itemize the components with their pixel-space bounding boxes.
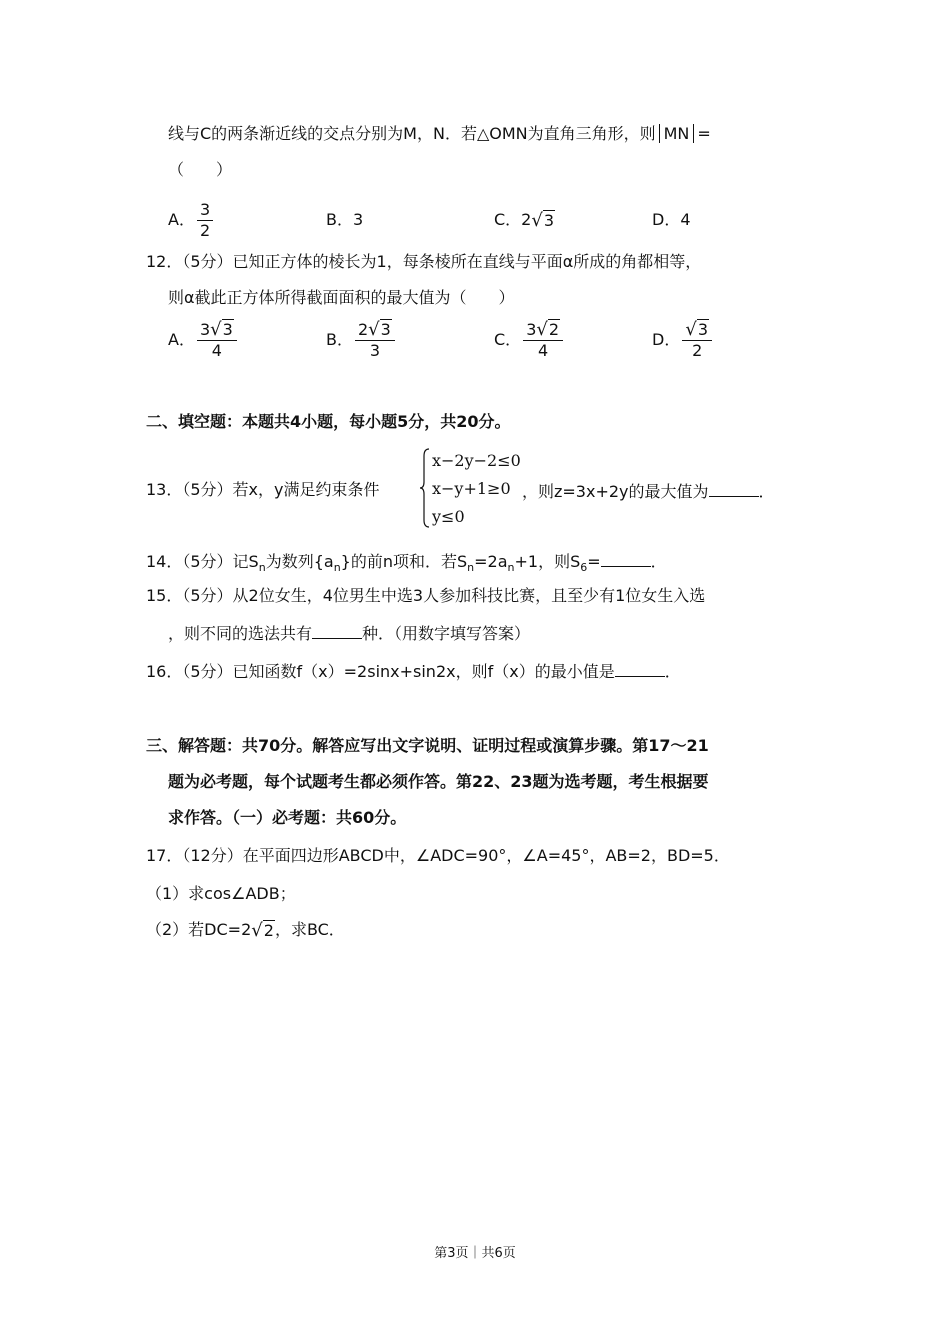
subscript: n <box>507 561 515 575</box>
q12-line2: 则α截此正方体所得截面面积的最大值为（ ） <box>168 288 515 307</box>
fraction-numerator <box>682 320 712 342</box>
section-2-title: 二、填空题：本题共4小题，每小题5分，共20分。 <box>146 412 511 431</box>
q12-option-c <box>494 318 565 362</box>
q13-suffix <box>522 478 775 504</box>
radicand: 3 <box>543 210 555 230</box>
q12-option-b-label: B． <box>326 330 353 349</box>
q15-line1: 15．（5分）从2位女生，4位男生中选3人参加科技比赛，且至少有1位女生入选 <box>146 586 706 605</box>
sqrt-icon: √ <box>531 209 543 231</box>
q12-option-c-fraction <box>523 320 563 362</box>
section-3-line3: 求作答。（一）必考题：共60分。 <box>168 808 407 827</box>
q14-line <box>146 548 667 580</box>
q12-option-d <box>652 318 714 362</box>
q14-text-b: 为数列{a <box>265 552 334 571</box>
answer-blank <box>709 478 759 497</box>
answer-blank <box>601 548 651 567</box>
radicand: 3 <box>222 320 233 340</box>
subscript: n <box>333 561 341 575</box>
section-3-line2: 题为必考题，每个试题考生都必须作答。第22、23题为选考题，考生根据要 <box>168 772 709 791</box>
q11-line1 <box>168 122 711 146</box>
fraction-denominator: 4 <box>538 341 549 361</box>
q12-line1: 12．（5分）已知正方体的棱长为1，每条棱所在直线与平面α所成的角都相等， <box>146 252 702 271</box>
q11-option-c-label: C．2 <box>494 210 532 229</box>
q15-line2-text-b: 种．（用数字填写答案） <box>362 624 531 643</box>
radical <box>251 919 275 943</box>
section-3-line1: 三、解答题：共70分。解答应写出文字说明、证明过程或演算步骤。第17～21 <box>146 736 709 755</box>
answer-blank <box>615 658 665 677</box>
q11-paren: （ ） <box>168 160 233 179</box>
q11-option-c <box>494 208 555 233</box>
q11-option-a-fraction <box>197 200 213 241</box>
q13-constraint-3: y≤0 <box>432 507 465 526</box>
radical <box>536 320 560 340</box>
page-footer: 第3页｜共6页 <box>434 1246 516 1261</box>
radicand: 2 <box>548 320 560 340</box>
sqrt-icon: √ <box>368 319 380 341</box>
q11-option-b: B．3 <box>326 210 364 229</box>
fraction-denominator: 3 <box>369 341 380 361</box>
q11-option-a-label: A． <box>168 210 195 229</box>
q12-option-a-label: A． <box>168 330 195 349</box>
q14-text-a: 14．（5分）记S <box>146 552 259 571</box>
q12-option-b-fraction <box>355 320 395 362</box>
radicand: 2 <box>263 920 274 940</box>
q11-text: 线与C的两条渐近线的交点分别为M，N．若△OMN为直角三角形，则 <box>168 124 656 143</box>
q12-option-d-fraction <box>682 320 712 362</box>
radicand: 3 <box>697 320 708 340</box>
coefficient: 3 <box>526 319 537 339</box>
subscript: n <box>258 561 266 575</box>
fraction-denominator: 4 <box>211 341 222 361</box>
q12-option-c-label: C． <box>494 330 522 349</box>
radical <box>685 320 709 340</box>
q12-option-b <box>326 318 397 362</box>
sqrt-icon: √ <box>210 319 222 341</box>
answer-blank <box>312 620 362 639</box>
q11-option-c-radical <box>531 209 555 233</box>
subscript: n <box>467 561 475 575</box>
q14-text-c: }的前n项和．若S <box>340 552 468 571</box>
q11-eq: = <box>697 124 711 143</box>
q17-part1: （1）求cos∠ADB； <box>146 884 296 903</box>
q17-part2-text-a: （2）若DC=2 <box>146 920 252 939</box>
q17-part2-text-b: ，求BC． <box>274 920 345 939</box>
q14-text-f: = <box>587 552 601 571</box>
sqrt-icon: √ <box>685 319 697 341</box>
q15-line2-text-a: ，则不同的选法共有 <box>168 624 313 643</box>
coefficient: 3 <box>199 319 211 339</box>
radical <box>210 320 234 340</box>
coefficient: 2 <box>357 319 369 339</box>
left-brace-icon <box>420 448 430 528</box>
q16-end: ． <box>664 662 681 681</box>
q13-prefix: 13．（5分）若x，y满足约束条件 <box>146 480 380 499</box>
subscript: 6 <box>580 561 588 575</box>
q14-text-d: =2a <box>474 552 508 571</box>
radicand: 3 <box>380 320 391 340</box>
fraction-denominator: 2 <box>692 341 703 361</box>
q11-abs-mn: MN <box>659 124 695 143</box>
q11-option-a <box>168 200 215 240</box>
q16-line <box>146 658 681 684</box>
q13-end: ． <box>758 482 775 501</box>
q15-line2 <box>168 620 530 646</box>
q17-part2 <box>146 918 345 943</box>
q12-option-d-label: D． <box>652 330 681 349</box>
q14-text-e: +1，则S <box>514 552 581 571</box>
q13-constraint-2: x−y+1≥0 <box>432 479 511 498</box>
q16-text: 16．（5分）已知函数f（x）=2sinx+sin2x，则f（x）的最小值是 <box>146 662 615 681</box>
q12-option-a <box>168 318 239 362</box>
sqrt-icon: √ <box>536 319 548 341</box>
q13-suffix-text: ，则z=3x+2y的最大值为 <box>522 482 709 501</box>
q17-line1: 17．（12分）在平面四边形ABCD中，∠ADC=90°，∠A=45°，AB=2，BD=5． <box>146 846 730 865</box>
fraction-denominator: 2 <box>199 221 211 240</box>
fraction-numerator <box>523 320 563 342</box>
fraction-numerator <box>355 320 395 342</box>
q14-end: ． <box>650 552 667 571</box>
q12-option-a-fraction <box>197 320 237 362</box>
radical <box>368 320 392 340</box>
q13-constraint-1: x−2y−2≤0 <box>432 451 521 470</box>
fraction-numerator: 3 <box>197 200 213 221</box>
q11-option-d: D．4 <box>652 210 691 229</box>
sqrt-icon: √ <box>251 919 263 941</box>
fraction-numerator <box>197 320 237 342</box>
